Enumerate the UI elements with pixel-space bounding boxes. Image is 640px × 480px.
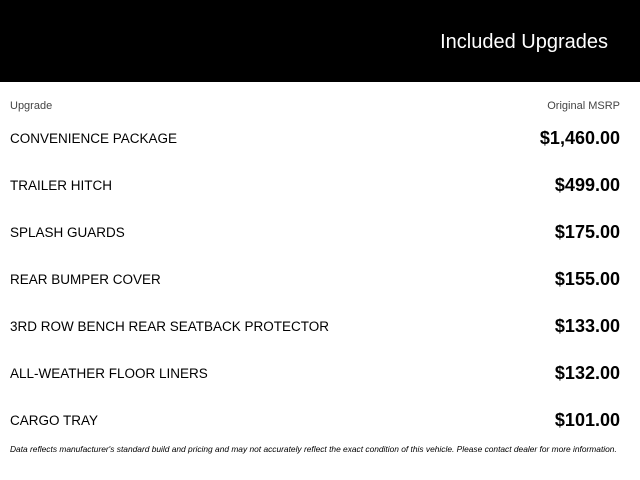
upgrade-list [10, 116, 620, 445]
upgrade-row [10, 304, 620, 351]
upgrade-price: $155.00 [554, 269, 620, 289]
upgrade-name: CONVENIENCE PACKAGE [10, 131, 178, 146]
upgrade-price: $133.00 [554, 316, 620, 336]
upgrade-name: REAR BUMPER COVER [10, 272, 161, 287]
upgrade-price: $101.00 [554, 410, 620, 430]
upgrade-price: $132.00 [554, 363, 620, 383]
upgrade-row [10, 116, 620, 163]
column-header-msrp: Original MSRP [547, 100, 620, 112]
upgrade-name: TRAILER HITCH [10, 178, 113, 193]
column-headers [10, 100, 620, 114]
upgrade-name: SPLASH GUARDS [10, 225, 125, 240]
upgrade-row [10, 351, 620, 398]
upgrade-name: ALL-WEATHER FLOOR LINERS [10, 366, 208, 381]
column-header-upgrade: Upgrade [10, 100, 53, 112]
header-bar [0, 0, 640, 82]
upgrade-row [10, 210, 620, 257]
upgrade-name: CARGO TRAY [10, 413, 99, 428]
disclaimer-text: Data reflects manufacturer's standard build and pricing and may not accurately reflect the exact condition of this vehicle. Please contact dealer for more information. [10, 444, 617, 454]
upgrade-price: $175.00 [554, 222, 620, 242]
upgrade-price: $1,460.00 [539, 128, 620, 148]
upgrade-row [10, 163, 620, 210]
upgrade-name: 3RD ROW BENCH REAR SEATBACK PROTECTOR [10, 319, 330, 334]
page-title: Included Upgrades [440, 31, 608, 53]
upgrade-row [10, 398, 620, 445]
upgrade-row [10, 257, 620, 304]
upgrade-price: $499.00 [554, 175, 620, 195]
